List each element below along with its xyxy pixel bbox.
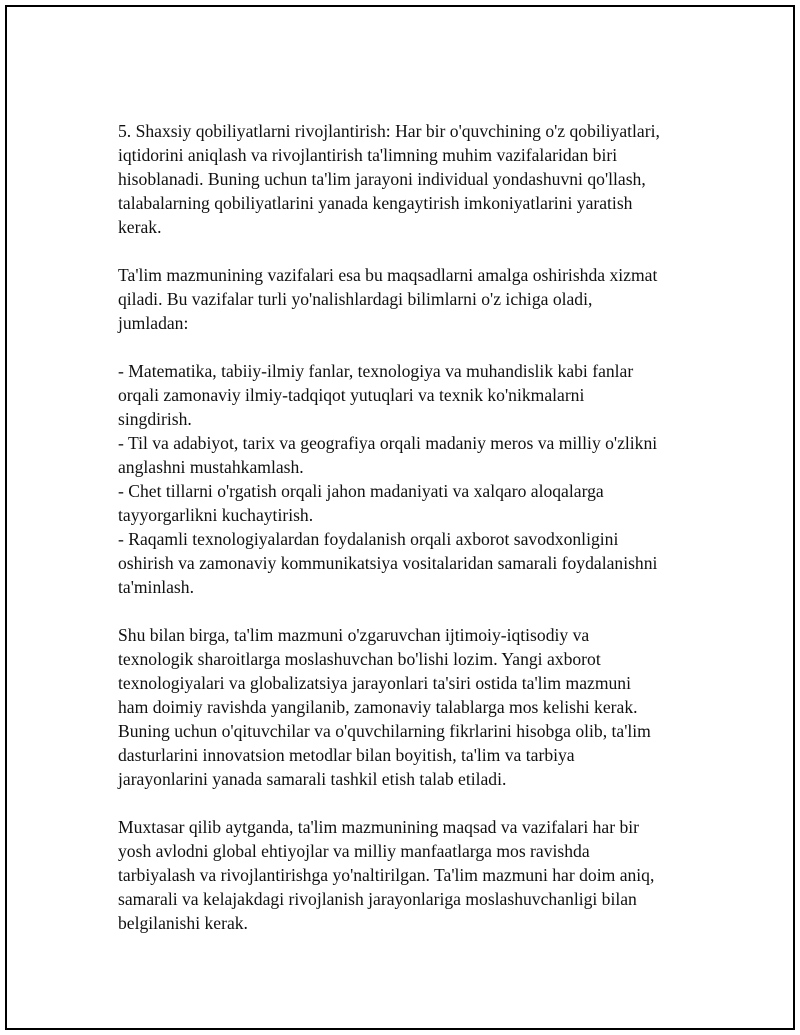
text-line: talabalarning qobiliyatlarini yanada kengaytirish imkoniyatlarini yaratish: [118, 193, 633, 213]
list-item-line: orqali zamonaviy ilmiy-tadqiqot yutuqlari va texnik ko'nikmalarni: [118, 385, 585, 405]
paragraph-conclusion: [118, 815, 708, 935]
list-item-line: singdirish.: [118, 409, 192, 429]
text-line: qiladi. Bu vazifalar turli yo'nalishlardagi bilimlarni o'z ichiga oladi,: [118, 289, 593, 309]
text-line: Ta'lim mazmunining vazifalari esa bu maqsadlarni amalga oshirishda xizmat: [118, 265, 658, 285]
text-line: hisoblanadi. Buning uchun ta'lim jarayoni individual yondashuvni qo'llash,: [118, 169, 646, 189]
list-item-line: - Chet tillarni o'rgatish orqali jahon madaniyati va xalqaro aloqalarga: [118, 481, 604, 501]
paragraph-task-list: [118, 359, 708, 599]
text-line: Shu bilan birga, ta'lim mazmuni o'zgaruvchan ijtimoiy-iqtisodiy va: [118, 625, 590, 645]
text-line: texnologik sharoitlarga moslashuvchan bo'lishi lozim. Yangi axborot: [118, 649, 601, 669]
text-line: jumladan:: [118, 313, 189, 333]
text-line: belgilanishi kerak.: [118, 913, 248, 933]
text-line: jarayonlarini yanada samarali tashkil etish talab etiladi.: [118, 769, 507, 789]
text-line: tarbiyalash va rivojlantirishga yo'naltirilgan. Ta'lim mazmuni har doim aniq,: [118, 865, 655, 885]
text-line: texnologiyalari va globalizatsiya jarayonlari ta'siri ostida ta'lim mazmuni: [118, 673, 631, 693]
document-page: [5, 5, 795, 1030]
list-item-line: ta'minlash.: [118, 577, 194, 597]
text-line: iqtidorini aniqlash va rivojlantirish ta'limning muhim vazifalaridan biri: [118, 145, 618, 165]
list-item-line: - Raqamli texnologiyalardan foydalanish orqali axborot savodxonligini: [118, 529, 619, 549]
paragraph-personal-abilities: [118, 119, 708, 239]
text-line: samarali va kelajakdagi rivojlanish jarayonlariga moslashuvchanligi bilan: [118, 889, 637, 909]
paragraph-adaptability: [118, 623, 708, 791]
list-item-line: - Matematika, tabiiy-ilmiy fanlar, texnologiya va muhandislik kabi fanlar: [118, 361, 634, 381]
text-line: Buning uchun o'qituvchilar va o'quvchilarning fikrlarini hisobga olib, ta'lim: [118, 721, 651, 741]
text-line: 5. Shaxsiy qobiliyatlarni rivojlantirish: Har bir o'quvchining o'z qobiliyatlari,: [118, 121, 660, 141]
text-line: Muxtasar qilib aytganda, ta'lim mazmunining maqsad va vazifalari har bir: [118, 817, 640, 837]
text-line: yosh avlodni global ehtiyojlar va milliy manfaatlarga mos ravishda: [118, 841, 590, 861]
list-item-line: anglashni mustahkamlash.: [118, 457, 304, 477]
list-item-line: tayyorgarlikni kuchaytirish.: [118, 505, 314, 525]
list-item-line: oshirish va zamonaviy kommunikatsiya vositalaridan samarali foydalanishni: [118, 553, 658, 573]
text-line: dasturlarini innovatsion metodlar bilan boyitish, ta'lim va tarbiya: [118, 745, 575, 765]
list-item-line: - Til va adabiyot, tarix va geografiya orqali madaniy meros va milliy o'zlikni: [118, 433, 658, 453]
text-line: kerak.: [118, 217, 162, 237]
text-line: ham doimiy ravishda yangilanib, zamonaviy talablarga mos kelishi kerak.: [118, 697, 638, 717]
document-body: [118, 119, 708, 959]
paragraph-content-tasks: [118, 263, 708, 335]
